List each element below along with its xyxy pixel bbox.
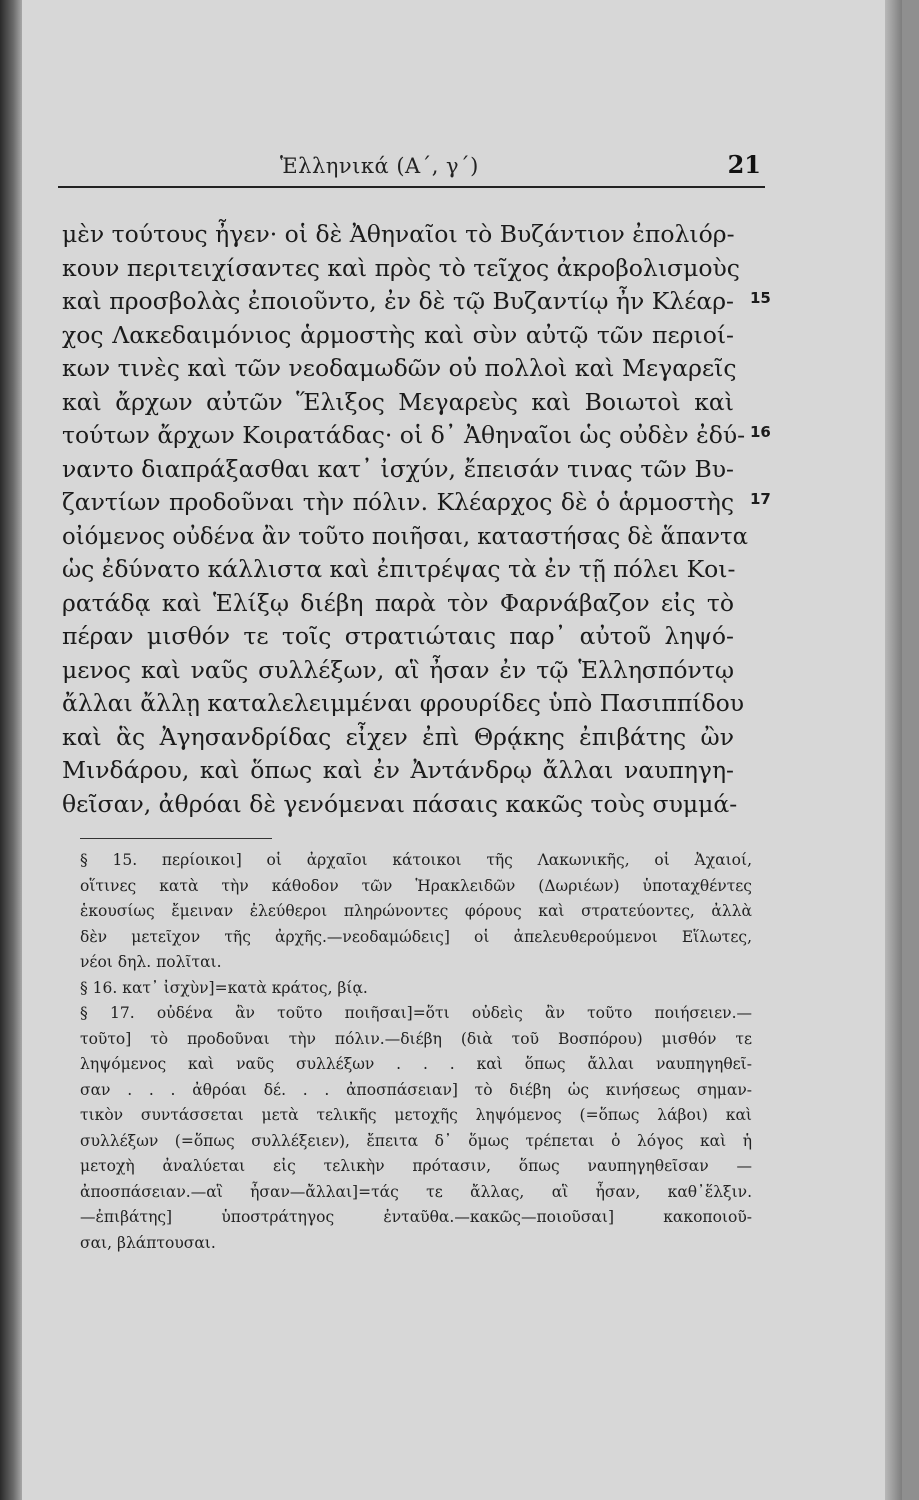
footnote-line-content: ἀποσπάσειαν.—αἳ ἦσαν—ἄλλαι]=τάς τε ἄλλας, αἳ ἦσαν, καθ᾽ἕλξιν. xyxy=(80,1182,752,1201)
running-title: Ἑλληνικά (Α΄, γ΄) xyxy=(280,154,479,178)
text-line-content: ναντο διαπράξασθαι κατ᾽ ἰσχύν, ἔπεισάν τινας τῶν Βυ- xyxy=(62,454,734,483)
text-line xyxy=(62,721,762,755)
footnote-line xyxy=(80,899,755,925)
text-line xyxy=(62,352,762,386)
footnote-line xyxy=(80,1129,755,1155)
page-edge-shadow xyxy=(885,0,902,1500)
footnote-line-content: νέοι δηλ. πολῖται. xyxy=(80,953,222,971)
text-line xyxy=(62,486,771,520)
text-line xyxy=(62,620,762,654)
text-line xyxy=(62,252,762,286)
footnote-line-content: δὲν μετεῖχον τῆς ἀρχῆς.—νεοδαμώδεις] οἱ ἀπελευθερούμενοι Εἵλωτες, xyxy=(80,927,752,946)
footnote-line xyxy=(80,1027,755,1053)
text-line-content: μενος καὶ ναῦς συλλέξων, αἳ ἦσαν ἐν τῷ Ἑλλησπόντῳ xyxy=(62,655,734,684)
text-line-content: ἄλλαι ἄλλῃ καταλελειμμέναι φρουρίδες ὑπὸ Πασιππίδου xyxy=(62,689,745,717)
text-line-content: κουν περιτειχίσαντες καὶ πρὸς τὸ τεῖχος ἀκροβολισμοὺς xyxy=(62,253,740,282)
text-line-content: χος Λακεδαιμόνιος ἁρμοστὴς καὶ σὺν αὐτῷ τῶν περιοί- xyxy=(62,320,734,349)
text-line-content: καὶ προσβολὰς ἐποιοῦντο, ἐν δὲ τῷ Βυζαντίῳ ἦν Κλέαρ- xyxy=(62,287,734,315)
text-line xyxy=(62,654,762,688)
footnote-line xyxy=(80,976,755,1002)
footnote-line-content: ἑκουσίως ἔμειναν ἐλεύθεροι πληρώνοντες φόρους καὶ στρατεύοντες, ἀλλὰ xyxy=(80,902,752,920)
footnotes xyxy=(80,848,755,1256)
text-line xyxy=(62,419,771,453)
text-line xyxy=(62,520,762,554)
section-number: 16 xyxy=(750,423,771,441)
footnote-line xyxy=(80,1205,755,1231)
text-line-content: κων τινὲς καὶ τῶν νεοδαμωδῶν οὐ πολλοὶ καὶ Μεγαρεῖς xyxy=(62,354,737,382)
text-line-content: ζαντίων προδοῦναι τὴν πόλιν. Κλέαρχος δὲ ὁ ἁρμοστὴς xyxy=(62,488,734,516)
text-line xyxy=(62,218,762,252)
text-line xyxy=(62,687,762,721)
footnote-line-content: ληψόμενος καὶ ναῦς συλλέξων . . . καὶ ὅπως ἄλλαι ναυπηγηθεῖ- xyxy=(80,1055,752,1073)
text-line xyxy=(62,285,771,319)
footnote-line xyxy=(80,1078,755,1104)
text-line xyxy=(62,754,762,788)
text-line xyxy=(62,319,762,353)
footnote-line-content: § 17. οὐδένα ἂν τοῦτο ποιῆσαι]=ὅτι οὐδεὶς ἂν τοῦτο ποιήσειεν.— xyxy=(80,1004,752,1022)
text-line-content: Μινδάρου, καὶ ὅπως καὶ ἐν Ἀντάνδρῳ ἄλλαι ναυπηγη- xyxy=(62,756,734,784)
footnote-line-content: —ἐπιβάτης] ὑποστράτηγος ἐνταῦθα.—κακῶς—ποιοῦσαι] κακοποιοῦ- xyxy=(80,1208,752,1226)
text-line xyxy=(62,453,762,487)
footnote-line-content: σαι, βλάπτουσαι. xyxy=(80,1233,216,1252)
footnote-line xyxy=(80,950,755,976)
text-line-content: οἰόμενος οὐδένα ἂν τοῦτο ποιῆσαι, καταστήσας δὲ ἅπαντα xyxy=(62,521,748,550)
footnote-line xyxy=(80,1052,755,1078)
footnote-line xyxy=(80,1001,755,1027)
footnote-line-content: τικὸν συντάσσεται μετὰ τελικῆς μετοχῆς ληψόμενος (=ὅπως λάβοι) καὶ xyxy=(80,1106,752,1124)
text-line-content: μὲν τούτους ἦγεν· οἱ δὲ Ἀθηναῖοι τὸ Βυζάντιον ἐπολιόρ- xyxy=(62,220,735,248)
footnote-line-content: § 16. κατ᾽ ἰσχὺν]=κατὰ κράτος, βίᾳ. xyxy=(80,978,368,997)
section-number: 15 xyxy=(750,289,771,307)
book-spine-shadow xyxy=(0,0,22,1500)
section-number: 17 xyxy=(750,490,771,508)
footnote-line-content: § 15. περίοικοι] οἱ ἀρχαῖοι κάτοικοι τῆς Λακωνικῆς, οἱ Ἀχαιοί, xyxy=(80,851,752,869)
text-line xyxy=(62,553,762,587)
footnote-line xyxy=(80,1180,755,1206)
footnote-line xyxy=(80,925,755,951)
footnote-line xyxy=(80,1154,755,1180)
text-line-content: θεῖσαν, ἀθρόαι δὲ γενόμεναι πάσαις κακῶς τοὺς συμμά- xyxy=(62,789,738,818)
text-line xyxy=(62,587,762,621)
footnote-separator xyxy=(80,838,272,839)
text-line-content: τούτων ἄρχων Κοιρατάδας· οἱ δ᾽ Ἀθηναῖοι ὡς οὐδὲν ἐδύ- xyxy=(62,421,746,449)
footnote-line-content: οἵτινες κατὰ τὴν κάθοδον τῶν Ἡρακλειδῶν (Δωριέων) ὑποταχθέντες xyxy=(80,876,752,895)
text-line-content: πέραν μισθόν τε τοῖς στρατιώταις παρ᾽ αὐτοῦ ληψό- xyxy=(62,622,734,650)
page-number: 21 xyxy=(727,150,761,179)
main-text xyxy=(62,218,777,821)
text-line-content: ρατάδᾳ καὶ Ἑλίξῳ διέβη παρὰ τὸν Φαρνάβαζον εἰς τὸ xyxy=(62,588,734,617)
text-line-content: καὶ ἃς Ἀγησανδρίδας εἶχεν ἐπὶ Θρᾴκης ἐπιβάτης ὢν xyxy=(62,722,734,751)
footnote-line-content: τοῦτο] τὸ προδοῦναι τὴν πόλιν.—διέβη (διὰ τοῦ Βοσπόρου) μισθόν τε xyxy=(80,1029,752,1048)
footnote-line xyxy=(80,1231,755,1257)
footnote-line-content: συλλέξων (=ὅπως συλλέξειεν), ἔπειτα δ᾽ ὅμως τρέπεται ὁ λόγος καὶ ἡ xyxy=(80,1131,752,1150)
footnote-line xyxy=(80,848,755,874)
footnote-line xyxy=(80,874,755,900)
text-line-content: ὡς ἐδύνατο κάλλιστα καὶ ἐπιτρέψας τὰ ἐν τῇ πόλει Κοι- xyxy=(62,555,736,583)
text-line xyxy=(62,788,762,822)
footnote-line xyxy=(80,1103,755,1129)
footnote-line-content: σαν . . . ἀθρόαι δέ. . . ἀποσπάσειαν] τὸ διέβη ὡς κινήσεως σημαν- xyxy=(80,1080,752,1099)
footnote-line-content: μετοχὴ ἀναλύεται εἰς τελικὴν πρότασιν, ὅπως ναυπηγηθεῖσαν — xyxy=(80,1157,752,1175)
page-header xyxy=(58,150,765,188)
text-line-content: καὶ ἄρχων αὐτῶν Ἕλιξος Μεγαρεὺς καὶ Βοιωτοὶ καὶ xyxy=(62,387,734,416)
text-line xyxy=(62,386,762,420)
